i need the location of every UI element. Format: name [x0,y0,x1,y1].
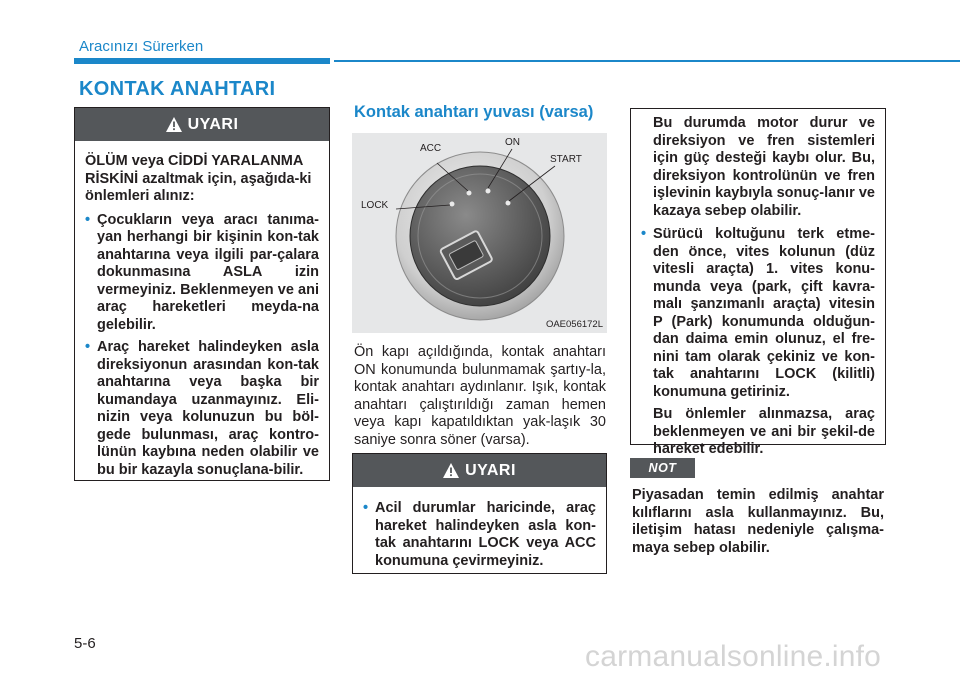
warning-intro: ÖLÜM veya CİDDİ YARALANMA RİSKİNİ azaltmak için, aşağıda-ki önlemleri alınız: [85,153,312,204]
figure-code: OAE056172L [545,319,603,330]
warning-bullet [363,500,596,570]
bullet-dot-icon: • [641,226,647,242]
header-rule-thin [334,60,960,62]
note-badge: NOT [630,458,695,478]
subsection-title: Kontak anahtarı yuvası (varsa) [354,103,594,121]
warning-bullet-text: Acil durumlar haricinde, araç hareket halindeyken asla kon-tak anahtarını LOCK veya ACC konumuna çevirmeyiniz. [375,500,596,569]
page-number: 5-6 [74,635,96,652]
warning-header [353,454,606,487]
warning-triangle-icon [166,117,182,132]
body-paragraph: Ön kapı açıldığında, kontak anahtarı ON konumunda bulunmamak şartıy-la, kontak anahtarı aydınlanır. Işık, kontak anahtarı çalıştırıldığı zaman hemen veya kapı kapatıldıktan yak-laşık 30 saniye sonra söner (varsa). [354,344,606,448]
warning-bullet-text: Sürücü koltuğunu terk etme-den önce, vites kolunun (düz vitesli araçta) 1. vites konu-munda veya (park, çift kavra-malı şanzımanlı araçta) vitesin P (Park) konumunda olduğun-dan daima emin olunuz, el fre-nini tam olarak çekiniz ve kon-tak anahtarını LOCK (kilitli) konumuna getiriniz. [653,226,875,400]
warning-bullet [85,339,319,479]
warning-box-middle [352,453,607,574]
warning-body [75,141,329,492]
label-acc: ACC [420,143,442,154]
warning-box-right-continued [630,108,886,457]
header-rule-thick [74,58,330,64]
ignition-figure [352,133,607,333]
bullet-dot-icon: • [85,339,91,355]
warning-triangle-icon [443,463,459,478]
warning-body [353,487,606,583]
warning-bullet [85,212,319,335]
warning-bullet [641,226,875,401]
warning-box-left [74,107,330,481]
label-lock: LOCK [361,200,389,211]
warning-bullet-text: Çocukların veya aracı tanıma-yan herhangi bir kişinin kon-tak anahtarına veya ilgili par-çalara dokunmasına ASLA izin vermeyiniz. Beklenmeyen ve ani araç hareketleri meyda-na gelebilir. [97,211,319,333]
bullet-dot-icon: • [85,211,91,228]
warning-header-label: UYARI [187,115,239,133]
warning-continued-text: Bu durumda motor durur ve direksiyon ve fren sistemleri için güç desteği kaybı olur. Bu, direksiyon kontrolünün ve fren işlevinin kaybıyla sonuç-lanır ve kazaya sebep olabilir. [653,115,875,219]
section-title: Aracınızı Sürerken [79,38,204,55]
watermark: carmanualsonline.info [585,640,882,673]
label-on: ON [505,137,520,148]
warning-bullet-text: Araç hareket halindeyken asla direksiyonun arasından kon-tak anahtarına veya başka bir kumandaya uzanmayınız. Eli-nizin veya kolunuzun bu böl-gede bulunması, araç kontro-lünün kaybına neden olabilir ve bu bir kazayla sonuçlana-bilir. [97,339,319,478]
page-title: KONTAK ANAHTARI [79,78,276,100]
bullet-dot-icon: • [363,500,369,516]
warning-body [631,109,885,473]
note-text: Piyasadan temin edilmiş anahtar kılıflarını asla kullanmayınız. Bu, iletişim hatası nedeniyle çalışma-maya sebep olabilir. [632,487,884,556]
warning-header-label: UYARI [465,461,516,479]
label-start: START [550,154,582,165]
warning-header [75,108,329,141]
warning-closing-text: Bu önlemler alınmazsa, araç beklenmeyen ve ani bir şekil-de hareket edebilir. [653,406,875,457]
